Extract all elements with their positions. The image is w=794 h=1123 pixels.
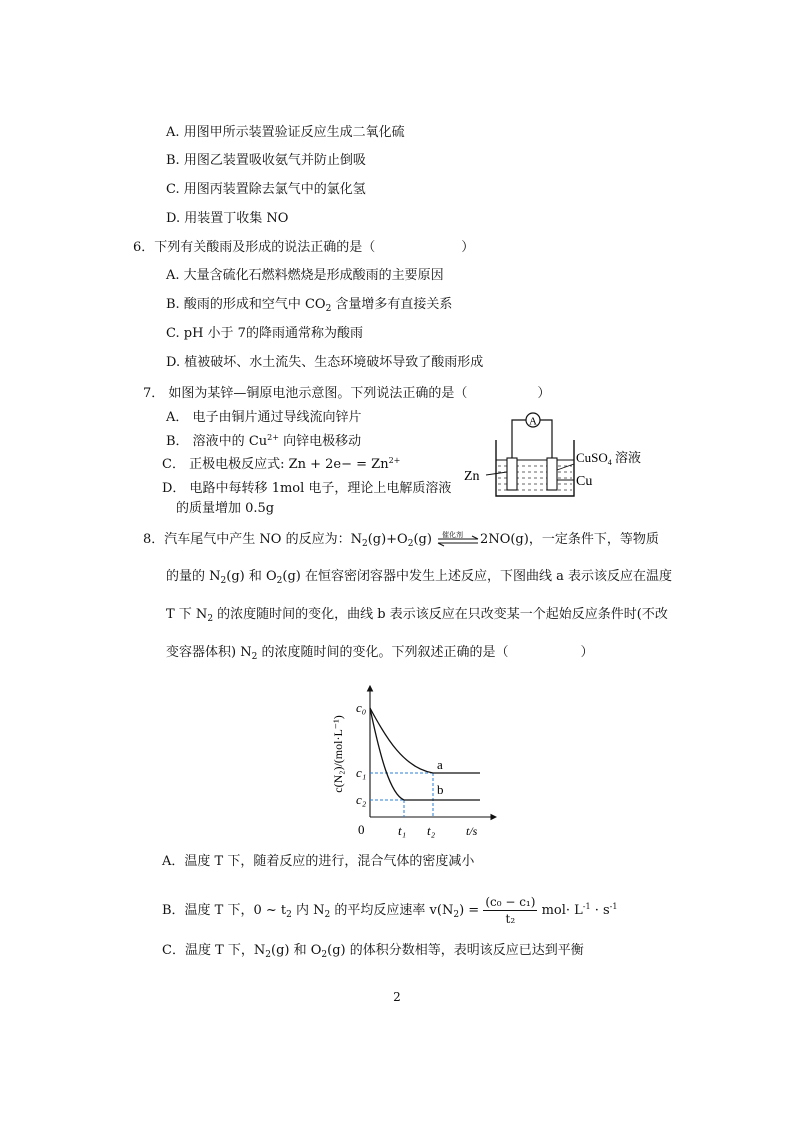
q7-option-b: B． 溶液中的 $Cu^{2+}$ 向锌电极移动 — [166, 433, 362, 449]
rate-fraction: $\frac{\text{(c₀ − c₁)}}{\text{t₂}}$ — [485, 895, 536, 926]
q6-option-d: D. 植被破坏、水土流失、生态环境破坏导致了酸雨形成 — [166, 355, 484, 370]
ammeter-label: A — [529, 415, 537, 428]
page-number: 2 — [393, 990, 401, 1004]
concentration-time-graph — [320, 676, 510, 844]
cu-label: Cu — [576, 474, 593, 489]
c0-label: c₀ — [356, 700, 367, 715]
q7-option-d-line1: D． 电路中每转移 1mol 电子，理论上电解质溶液 — [162, 481, 452, 496]
q7-stem: 7． 如图为某锌—铜原电池示意图。下列说法正确的是（ ） — [143, 386, 551, 401]
curve-a-label: a — [437, 757, 443, 772]
c2-label: c₂ — [356, 792, 367, 807]
zinc-electrode — [507, 458, 517, 490]
q8-line2: 的量的 $N_2(g)$ 和 $O_2(g)$ 在恒容密闭容器中发生上述反应，下图曲线 a 表示该反应在温度 — [166, 569, 672, 586]
q8-line3: T 下 $N_2$ 的浓度随时间的变化，曲线 b 表示该反应在只改变某一个起始反应条件时(不改 — [166, 607, 668, 624]
q8-option-b: B．温度 T 下，0 ~ $t_2$ 内 $N_2$ 的平均反应速率 $v(N_2)$ = $\frac{\text{(c₀ − c₁)}}{\text{t₂}}$ $mol\cdot L^{-1} \cdot s^{-1}$ — [162, 895, 618, 926]
q5-option-b: B. 用图乙装置吸收氨气并防止倒吸 — [166, 153, 366, 168]
galvanic-cell-figure — [462, 400, 662, 510]
curve-a — [370, 708, 480, 773]
q8-line1: 8．汽车尾气中产生 NO 的反应为：$N_2(g)+O_2(g)$ 催化剂 2NO(g)，一定条件下，等物质 — [143, 530, 659, 549]
origin-label: 0 — [358, 822, 365, 837]
q6-stem: 6．下列有关酸雨及形成的说法正确的是（ ） — [133, 240, 475, 255]
q6-option-a: A. 大量含硫化石燃料燃烧是形成酸雨的主要原因 — [166, 268, 444, 283]
t1-label: t₁ — [398, 823, 407, 838]
cuso4-label: CuSO$_4$ 溶液 — [576, 450, 642, 467]
curve-b-label: b — [437, 782, 444, 797]
equilibrium-arrow: 催化剂 — [436, 533, 480, 547]
y-axis-label: c(N₂)/(mol·L⁻¹) — [331, 715, 345, 793]
q8-option-c: C．温度 T 下，$N_2(g)$ 和 $O_2(g)$ 的体积分数相等，表明该反应已达到平衡 — [162, 943, 584, 960]
q6-option-c: C. pH 小于 7的降雨通常称为酸雨 — [166, 326, 363, 341]
c1-label: c₁ — [356, 765, 367, 780]
q6-option-b: B. 酸雨的形成和空气中 $CO_2$ 含量增多有直接关系 — [166, 297, 453, 314]
q7-option-d-line2: 的质量增加 0.5g — [176, 501, 275, 516]
q5-option-d: D. 用装置丁收集 NO — [166, 211, 289, 226]
copper-electrode — [547, 458, 557, 490]
q8-option-a: A．温度 T 下，随着反应的进行，混合气体的密度减小 — [162, 854, 475, 869]
q8-line4: 变容器体积) $N_2$ 的浓度随时间的变化。下列叙述正确的是（ ） — [166, 645, 594, 662]
q7-option-a: A． 电子由铜片通过导线流向锌片 — [166, 410, 362, 425]
zn-label: Zn — [464, 469, 480, 484]
t2-label: t₂ — [427, 823, 436, 838]
q7-option-c: C． 正极电极反应式: $Zn + 2e- = Zn^{2+}$ — [162, 456, 401, 472]
q5-option-a: A. 用图甲所示装置验证反应生成二氧化硫 — [166, 125, 405, 140]
t-axis-label: t/s — [466, 824, 478, 838]
q5-option-c: C. 用图丙装置除去氯气中的氯化氢 — [166, 182, 366, 197]
curve-b — [370, 708, 480, 800]
